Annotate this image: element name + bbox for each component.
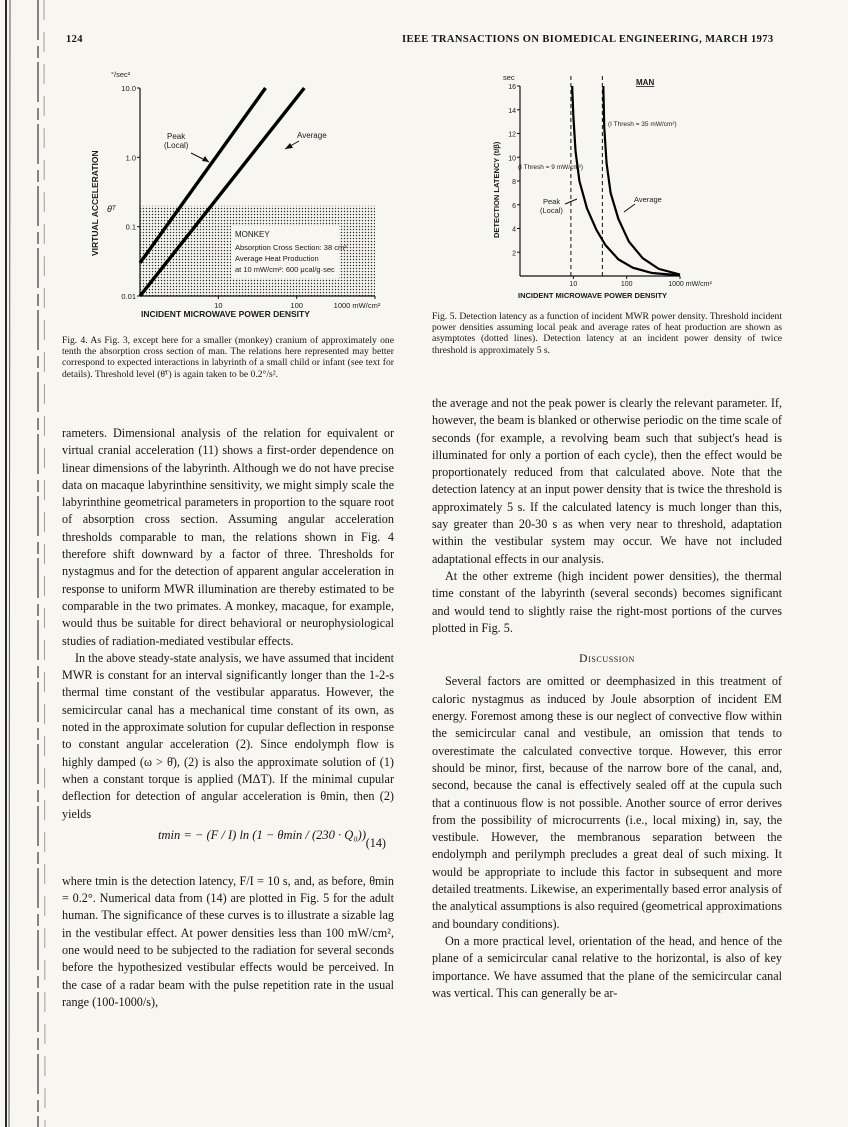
fig5-average-curve xyxy=(603,86,680,275)
figure-5-caption: Fig. 5. Detection latency as a function of incident MWR power density. Threshold incident power densities assuming local peak and average rates of heat production are shown as asymptotes (dotted lines). Detection latency at an incident power density of twice threshold is approximately 5 s. xyxy=(432,311,782,356)
fig5-y-tick-label: 6 xyxy=(512,202,516,210)
fig4-ylabel: VIRTUAL ACCELERATION xyxy=(90,150,100,256)
fig4-y-tick-label: 0.1 xyxy=(125,222,136,232)
fig5-x-tick-label: 10 xyxy=(569,281,578,288)
fig5-x-tick-label: 100 xyxy=(620,281,633,288)
fig4-box-line3: at 10 mW/cm²: 600 μcal/g·sec xyxy=(235,265,335,274)
paragraph: In the above steady-state analysis, we have assumed that incident MWR is constant for an interval significantly longer than the 1-2-s thermal time constant of the vestibular apparatus. However, the semicircular canal has a mechanical time constant of its own, as noted in the approximate solution for cupular deflection in response to constant angular acceleration (2). Since endolymph flow is highly damped (ω > θ̇), (2) is also the approximate solution of (1) when a constant torque is applied (MΔT). If the minimal cupular deflection for detection of angular acceleration is θmin, then (2) yields xyxy=(62,650,394,821)
fig4-y-tick-label: 1.0 xyxy=(125,153,136,163)
fig4-x-tick-label: 10 xyxy=(214,301,223,310)
fig5-axes xyxy=(520,86,680,276)
fig5-thresh-hi: (I Thresh = 35 mW/cm²) xyxy=(608,121,677,128)
fig5-peak-label-2: (Local) xyxy=(540,206,563,215)
fig5-ylabel: DETECTION LATENCY (t/β) xyxy=(492,141,501,238)
fig4-y-tick-label: 0.01 xyxy=(121,292,136,301)
running-header: IEEE TRANSACTIONS ON BIOMEDICAL ENGINEERING, MARCH 1973 xyxy=(402,34,774,45)
fig4-xlabel: INCIDENT MICROWAVE POWER DENSITY xyxy=(141,309,310,319)
paragraph: the average and not the peak power is clearly the relevant parameter. If, however, the beam is blanked or otherwise periodic on the time scale of seconds (for example, a revolving beam such that subject's head is illuminated for only a portion of each cycle), then the effect would be proportionately reduced from that calculated above. Note that the detection latency at an input power density that is twice the threshold is approximately 5 s. If the calculated latency is much longer than this, say greater than 20-30 s as when very near to threshold, adaptation within the vestibular system may occur. We have not included adaptational effects in our analysis. xyxy=(432,396,782,566)
fig4-x-tick-label: 100 xyxy=(290,301,303,310)
fig5-xlabel: INCIDENT MICROWAVE POWER DENSITY xyxy=(518,291,668,300)
fig4-box-line2: Average Heat Production xyxy=(235,254,319,263)
fig5-thresh-lo: (I Thresh = 9 mW/cm²) xyxy=(518,164,584,171)
fig5-avg-label: Average xyxy=(634,195,662,204)
fig5-x-tick-label: 1000 mW/cm² xyxy=(668,281,712,288)
paragraph: At the other extreme (high incident power densities), the thermal time constant of the labyrinth (several seconds) becomes significant and would tend to slightly raise the right-most portions of the curves plotted in Fig. 5. xyxy=(432,568,782,635)
fig5-y-tick-label: 16 xyxy=(508,84,516,91)
fig4-box-line1: Absorption Cross Section: 38 cm² xyxy=(235,243,347,252)
fig5-man-label: MAN xyxy=(636,78,655,87)
fig5-y-tick-label: 14 xyxy=(508,107,516,115)
fig5-avg-arrow xyxy=(624,204,635,212)
right-column xyxy=(432,395,782,1002)
figure-4-caption: Fig. 4. As Fig. 3, except here for a smaller (monkey) cranium of approximately one tenth the absorption cross section of man. The relations here represented may better correspond to expected interactions in labyrinth of a small child or infant (see text for details). Threshold level (θ̈ᵀ) is again taken to be 0.2°/s². xyxy=(62,335,394,380)
fig5-y-tick-label: 10 xyxy=(508,155,516,163)
fig5-y-tick-label: 8 xyxy=(512,179,516,186)
section-heading: Discussion xyxy=(579,653,635,666)
equation-text: tmin = − (F / I) ln (1 − θmin / (230 · Q₀)) xyxy=(158,827,366,842)
paragraph: where tmin is the detection latency, F/I = 10 s, and, as before, θmin = 0.2°. Numerical data from (14) are plotted in Fig. 5 for the adult human. The significance of these curves is to illustrate a sizable lag in the vestibular effect. At power densities less than 100 mW/cm², one would need to be subjected to the radiation for several seconds before the hypothesized vestibular effects would be perceived. In the case of a radar beam with the pulse repetition rate in the usual range (100-1000/s), xyxy=(62,873,394,1009)
fig5-series xyxy=(572,86,680,275)
equation-14 xyxy=(62,823,394,873)
fig4-y-tick-label: 10.0 xyxy=(121,84,136,93)
fig5-asymptotes xyxy=(571,76,602,276)
figure-4 xyxy=(85,66,405,328)
fig5-y-tick-label: 12 xyxy=(508,131,516,139)
fig4-y-unit: °/sec² xyxy=(111,70,131,79)
fig4-box-title: MONKEY xyxy=(235,230,270,239)
paragraph: rameters. Dimensional analysis of the relation for equivalent or virtual cranial acceleration (11) shows a first-order dependence on linear dimensions of the labyrinth. Although we do not have precise data on macaque labyrinthine sensitivity, we might simply scale the labyrinthine geometrical parameters in proportion to the square root of absorption cross section. Assuming angular acceleration thresholds comparable to man, the relations shown in Fig. 4 therefore shift downward by a factor of three. Thresholds for nystagmus and for the detection of apparent angular acceleration in response to uniform MWR illumination are thereby estimated to be comparable in the two primates. A monkey, macaque, for example, would thus be suitable for direct behavioral or neurophysiological studies of radiation-mediated vestibular effects. xyxy=(62,426,394,648)
left-column xyxy=(62,425,394,1011)
equation-number: (14) xyxy=(365,835,386,850)
fig4-avg-label: Average xyxy=(297,131,327,140)
fig4-peak-label-1: Peak xyxy=(167,132,186,141)
fig5-y-tick-label: 4 xyxy=(512,226,516,234)
page-number: 124 xyxy=(66,34,83,45)
fig4-ysym: θ̈ᵀ xyxy=(107,204,116,214)
fig4-x-tick-label: 1000 mW/cm² xyxy=(333,301,381,310)
paragraph: On a more practical level, orientation of the head, and hence of the plane of a semicircular canal relative to the horizontal, is also of key importance. We have assumed that the plane of the semicircular canal was vertical. This can generally be ar- xyxy=(432,933,782,1000)
fig4-avg-arrowhead xyxy=(285,143,293,149)
paragraph: Several factors are omitted or deemphasized in this treatment of caloric nystagmus as induced by Joule absorption of incident EM energy. Foremost among these is our neglect of convective flow within the semicircular canal and vestibule, an omission that tends to overestimate the calculated convective torque. However, this error should be minor, first, because of the narrow bore of the canal, and, second, because the canal is effectively sealed off at the cupula such that a continuous flow is not possible. Another source of error derives from the possibility of microcurrents (i.e., local mixing) in, say, the vestibule. However, the membranous separation between the endolymph and perilymph precludes a great deal of such mixing. It would be appropriate to include this factor in subsequent and more detailed treatments. Likewise, an experimentally based error analysis of the analytical assumptions is also required (geometrical approximations and boundary conditions). xyxy=(432,674,782,931)
fig4-peak-label-2: (Local) xyxy=(164,141,189,150)
fig5-y-tick-label: 2 xyxy=(512,250,516,258)
figure-5 xyxy=(488,66,788,306)
fig5-y-unit: sec xyxy=(503,73,515,82)
fig5-peak-label-1: Peak xyxy=(543,197,561,206)
fig5-peak-curve xyxy=(572,86,680,275)
binding-edge xyxy=(0,0,56,1127)
